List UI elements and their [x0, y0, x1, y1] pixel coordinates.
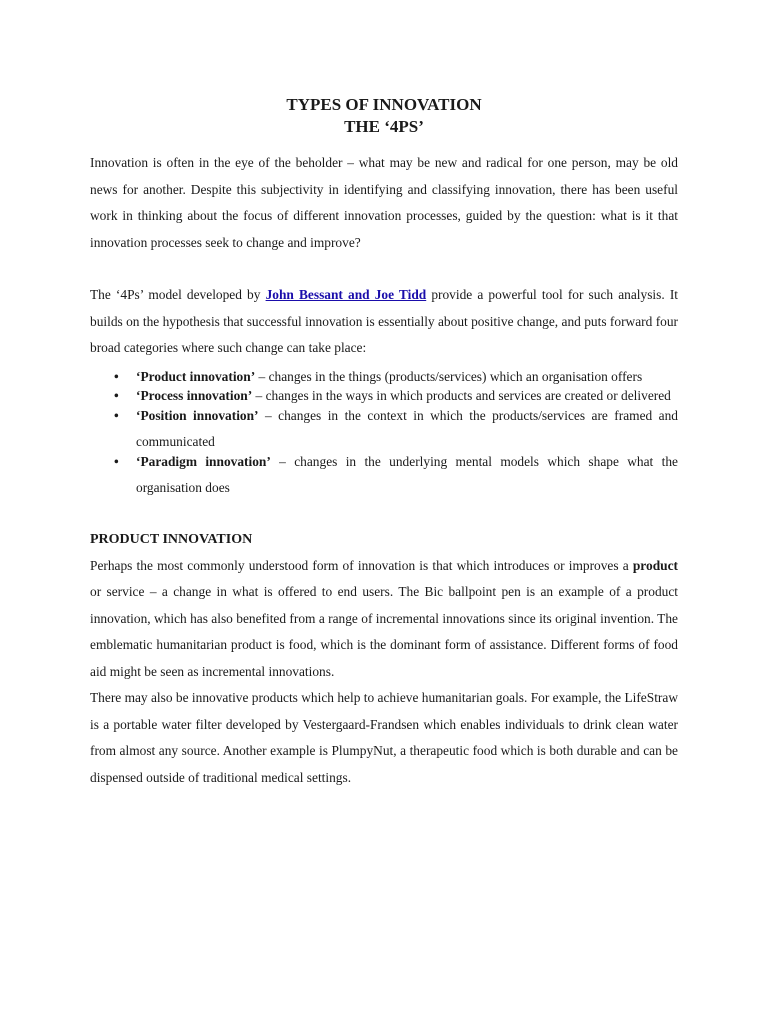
list-item-term: ‘Position innovation’	[136, 407, 259, 423]
four-ps-list	[90, 364, 678, 502]
product-paragraph-1-after: or service – a change in what is offered to end users. The Bic ballpoint pen is an example of a product innovation, which has also benefited from a range of incremental innovations since its original invention. The emblematic humanitarian product is food, which is the dominant form of assistance. Different forms of food aid might be seen as incremental innovations.	[90, 584, 678, 679]
list-item-term: ‘Process innovation’	[136, 388, 253, 403]
model-paragraph-after: provide a powerful tool for such analysis. It builds on the hypothesis that successful innovation is essentially about positive change, and puts forward four broad categories where such change can take place:	[90, 287, 678, 355]
list-item-term: ‘Product innovation’	[136, 368, 256, 384]
intro-paragraph: Innovation is often in the eye of the beholder – what may be new and radical for one person, may be old news for another. Despite this subjectivity in identifying and classifying innovation, there has been useful work in thinking about the focus of different innovation processes, guided by the question: what is it that innovation processes seek to change and improve?	[90, 155, 678, 250]
product-bold-term: product	[632, 557, 678, 573]
list-item-term: ‘Paradigm innovation’	[136, 453, 271, 469]
bullet-icon: •	[114, 407, 119, 423]
list-item-desc: – changes in the things (products/services) which an organisation offers	[255, 368, 643, 384]
bullet-icon: •	[114, 453, 119, 469]
model-paragraph	[90, 282, 678, 362]
model-paragraph-before: The ‘4Ps’ model developed by	[90, 287, 266, 302]
document-title-line2: THE ‘4PS’	[344, 117, 424, 136]
document-page	[90, 94, 678, 791]
bullet-icon: •	[114, 368, 119, 384]
list-item-desc: – changes in the context in which the products/services are framed and communicated	[136, 407, 678, 449]
list-item	[90, 449, 678, 502]
bessant-tidd-link[interactable]: John Bessant and Joe Tidd	[265, 287, 427, 302]
product-paragraph-2: There may also be innovative products which help to achieve humanitarian goals. For example, the LifeStraw is a portable water filter developed by Vestergaard-Frandsen which enables individuals to drink clean water from almost any source. Another example is PlumpyNut, a therapeutic food which is both durable and can be dispensed outside of traditional medical settings.	[90, 690, 678, 785]
bullet-icon: •	[114, 388, 119, 403]
product-paragraph-1-before: Perhaps the most commonly understood form of innovation is that which introduces or improves a	[90, 557, 633, 573]
product-paragraph-1	[90, 553, 678, 686]
list-item-desc: – changes in the ways in which products and services are created or delivered	[252, 388, 671, 403]
list-item-desc: – changes in the underlying mental models which shape what the organisation does	[136, 453, 678, 495]
product-innovation-heading: PRODUCT INNOVATION	[90, 531, 253, 547]
document-title-line1: TYPES OF INNOVATION	[286, 95, 482, 114]
